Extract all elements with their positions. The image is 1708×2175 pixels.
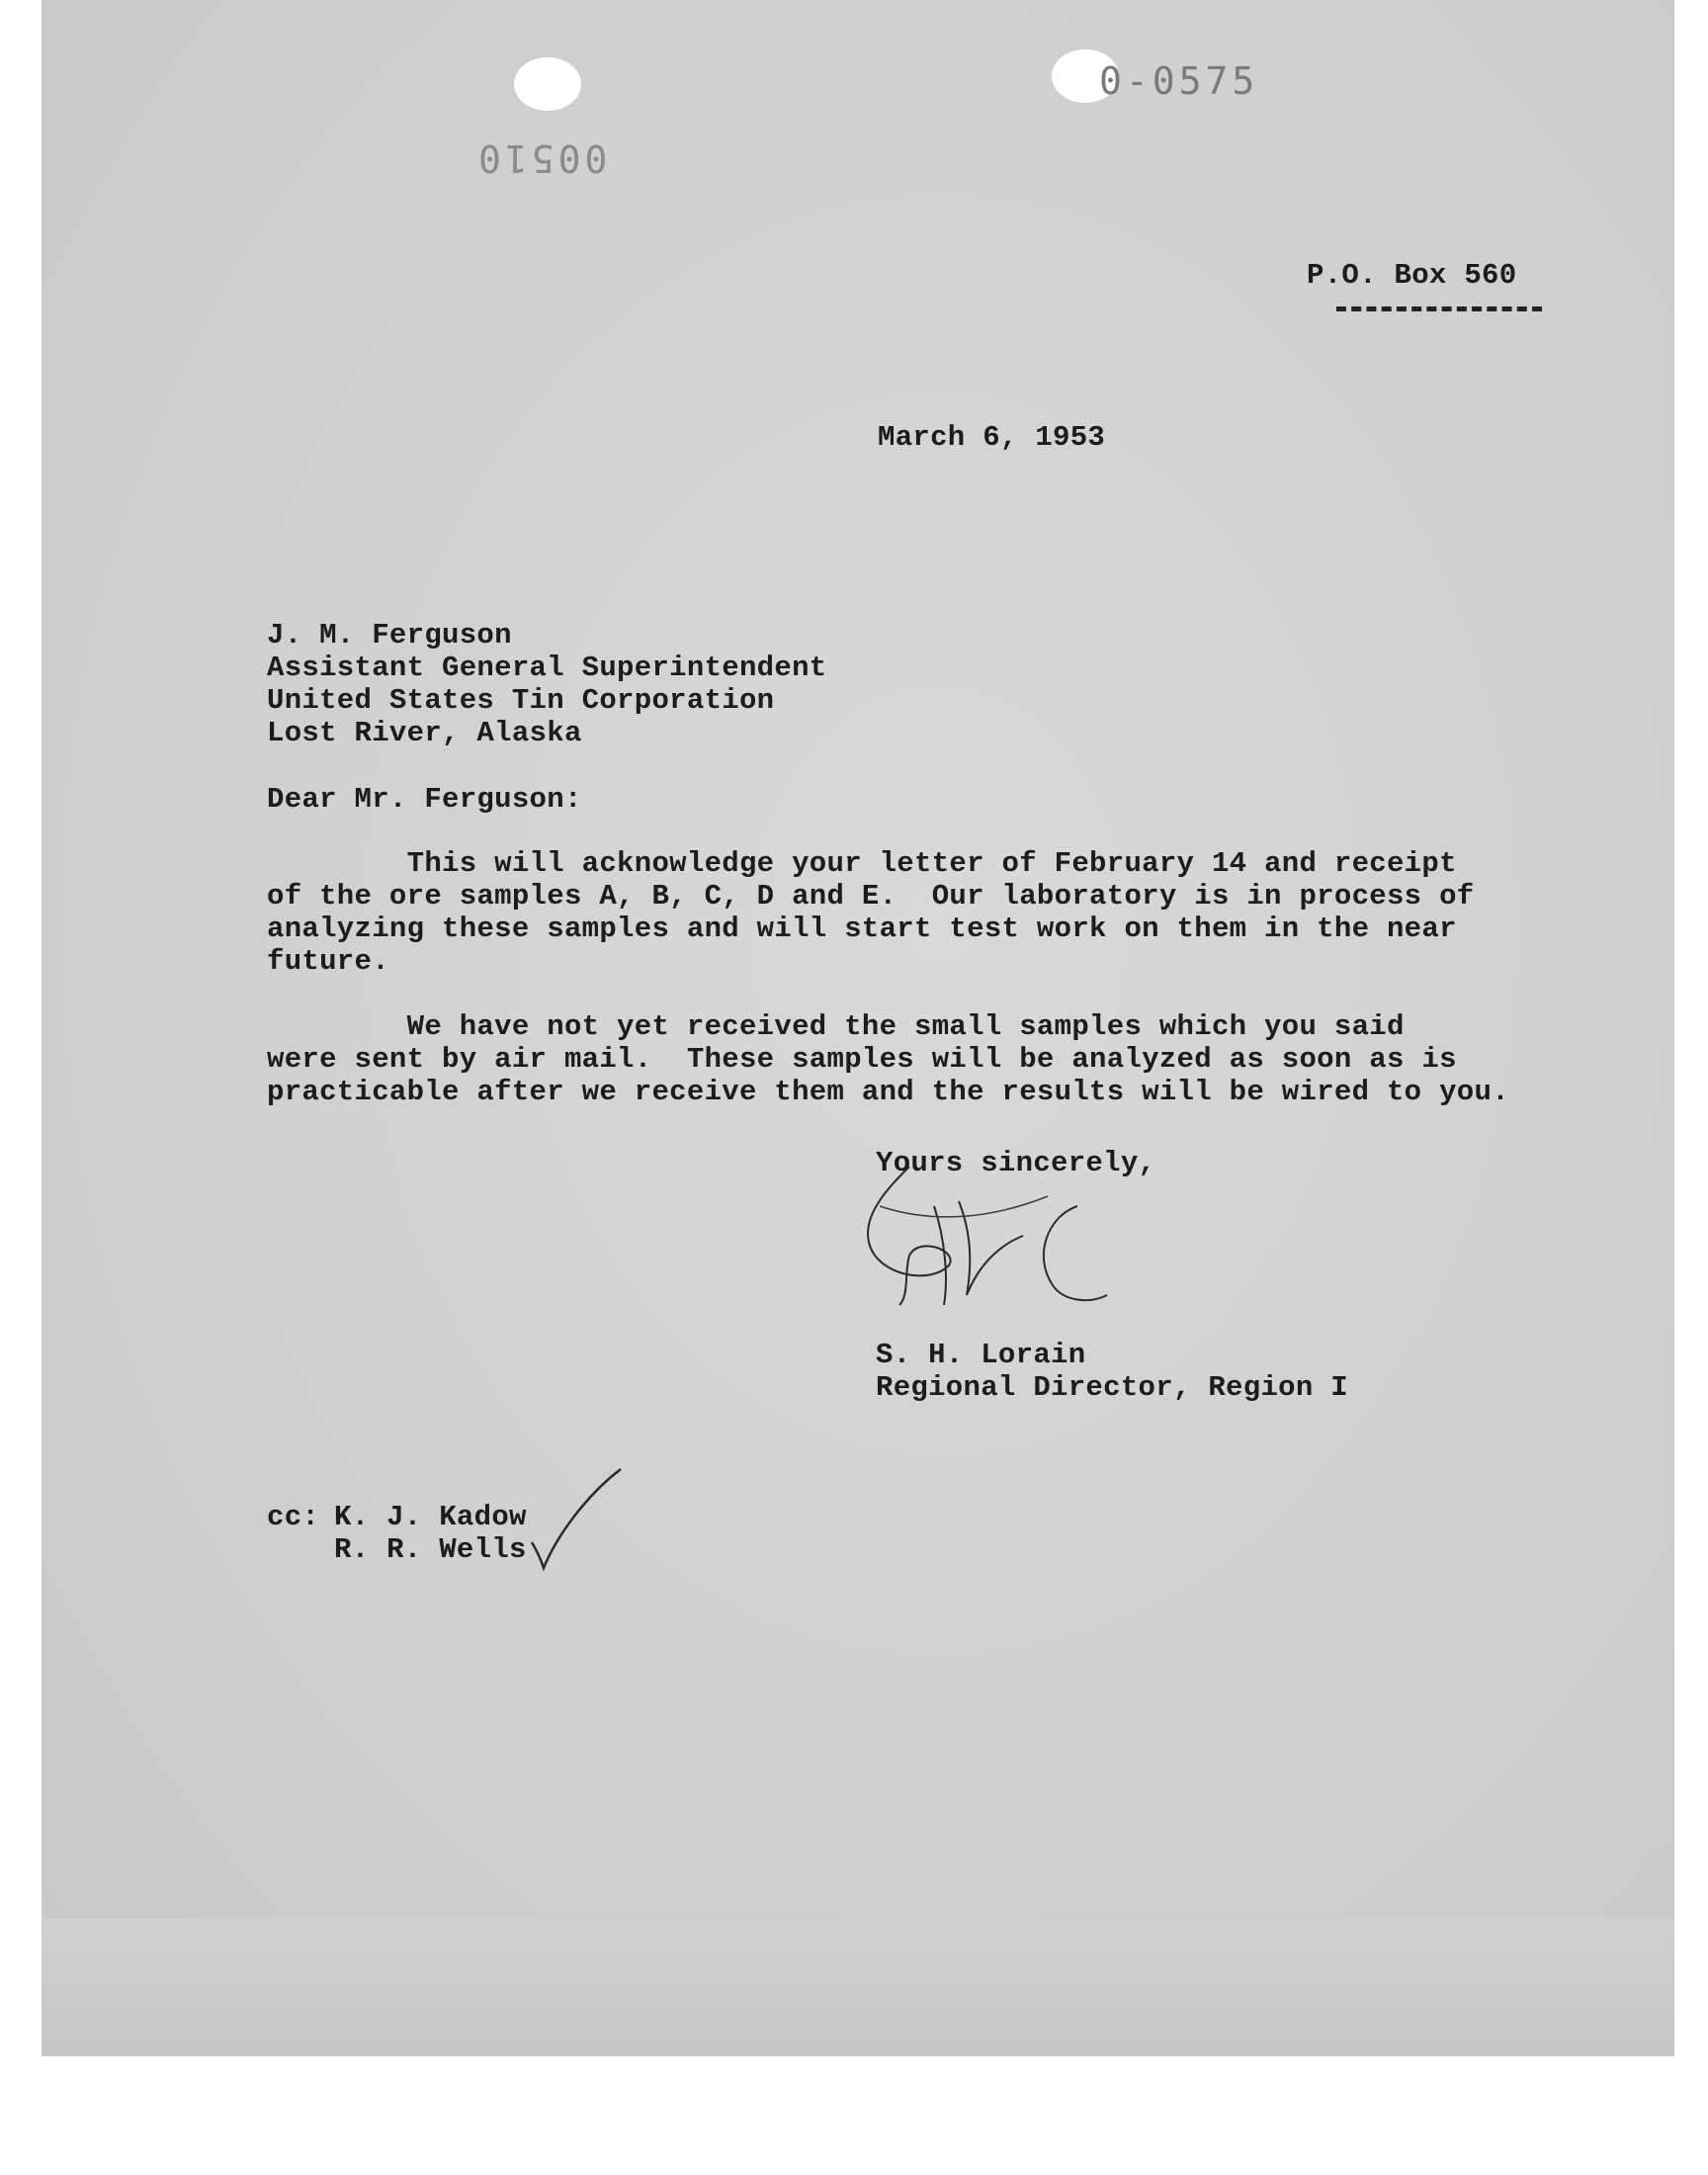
cc-label: cc: xyxy=(267,1501,320,1533)
closing: Yours sincerely, xyxy=(876,1147,1156,1179)
cc-name-2: R. R. Wells xyxy=(334,1533,527,1566)
recipient-location: Lost River, Alaska xyxy=(267,717,582,749)
letter-date: March 6, 1953 xyxy=(878,421,1106,454)
stamp-number-top-left: 00510 xyxy=(474,136,608,180)
page-bottom-shadow xyxy=(42,1918,1674,2056)
body-paragraph-2 xyxy=(267,1010,1509,1108)
punch-hole-left xyxy=(514,57,581,111)
cc-name-1: K. J. Kadow xyxy=(334,1501,527,1533)
paragraph-line: We have not yet received the small samples which you said xyxy=(267,1010,1405,1043)
salutation: Dear Mr. Ferguson: xyxy=(267,783,582,816)
paragraph-line: This will acknowledge your letter of February 14 and receipt xyxy=(267,847,1457,880)
signer-title: Regional Director, Region I xyxy=(876,1371,1348,1404)
paragraph-line: analyzing these samples and will start test work on them in the near xyxy=(267,913,1457,945)
paragraph-line: were sent by air mail. These samples will be analyzed as soon as is xyxy=(267,1043,1457,1076)
recipient-title: Assistant General Superintendent xyxy=(267,652,827,684)
body-paragraph-1 xyxy=(267,847,1475,978)
paragraph-line: practicable after we receive them and the results will be wired to you. xyxy=(267,1076,1509,1108)
po-box: P.O. Box 560 xyxy=(1307,259,1517,292)
recipient-name: J. M. Ferguson xyxy=(267,619,512,652)
paragraph-line: of the ore samples A, B, C, D and E. Our laboratory is in process of xyxy=(267,880,1475,913)
dashed-rule xyxy=(1336,306,1542,311)
handwritten-signature xyxy=(850,1147,1127,1315)
paragraph-line: future. xyxy=(267,945,389,978)
signer-name: S. H. Lorain xyxy=(876,1339,1086,1371)
recipient-company: United States Tin Corporation xyxy=(267,684,775,717)
stamp-number-top-right: 0-0575 xyxy=(1099,59,1259,103)
check-mark-icon xyxy=(528,1465,627,1574)
